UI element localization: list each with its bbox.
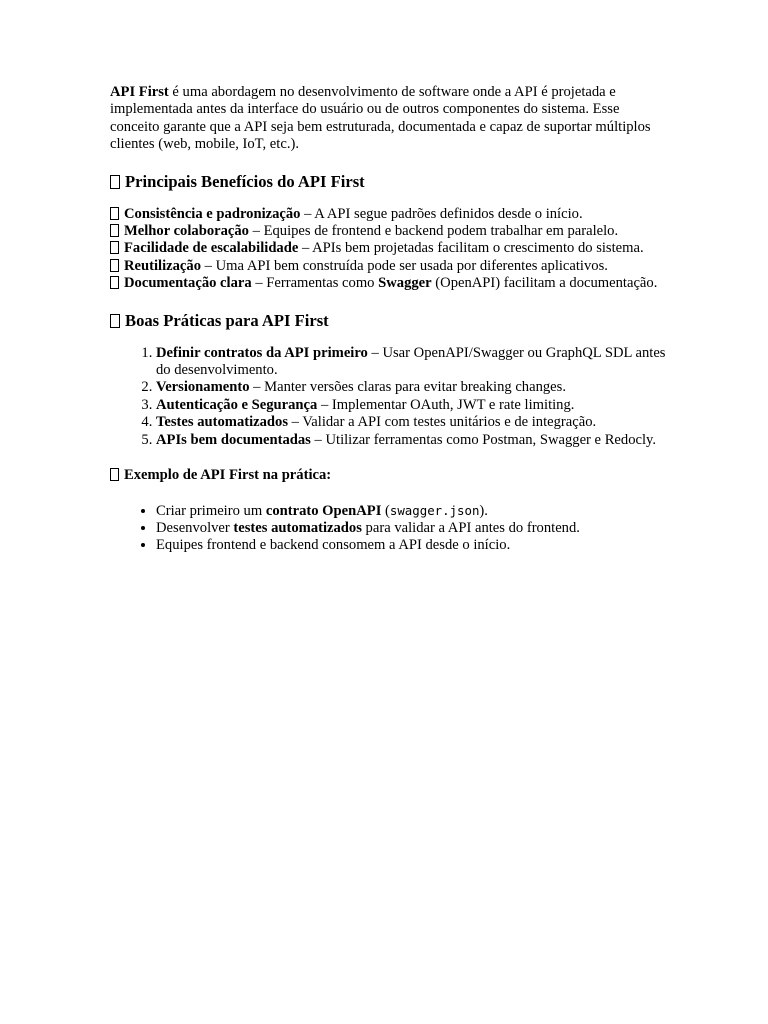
benefit-term: Melhor colaboração bbox=[124, 223, 249, 240]
practice-term: Testes automatizados bbox=[156, 414, 289, 431]
document-page bbox=[110, 84, 670, 555]
benefit-term: Reutilização bbox=[124, 257, 202, 274]
benefit-text: – Uma API bem construída pode ser usada por diferentes aplicativos. bbox=[201, 257, 608, 274]
benefit-term: Swagger bbox=[378, 275, 432, 292]
practice-term: APIs bem documentadas bbox=[156, 431, 311, 448]
practices-list bbox=[110, 345, 670, 449]
benefit-item bbox=[110, 258, 670, 275]
intro-paragraph bbox=[110, 84, 670, 154]
benefit-text: – Ferramentas como bbox=[251, 275, 379, 292]
example-heading bbox=[110, 467, 670, 484]
practices-title: Boas Práticas para API First bbox=[125, 310, 329, 330]
benefit-term: Consistência e padronização bbox=[124, 205, 301, 222]
benefits-title: Principais Benefícios do API First bbox=[125, 171, 365, 191]
practices-heading bbox=[110, 311, 670, 331]
practice-item bbox=[156, 345, 670, 380]
practice-text: – Manter versões claras para evitar breaking changes. bbox=[249, 379, 566, 396]
missing-glyph-icon bbox=[110, 224, 119, 237]
missing-glyph-icon bbox=[110, 175, 120, 189]
missing-glyph-icon bbox=[110, 468, 119, 481]
practice-item bbox=[156, 379, 670, 396]
practice-text: – Implementar OAuth, JWT e rate limiting. bbox=[317, 396, 575, 413]
benefit-item bbox=[110, 206, 670, 223]
practice-item bbox=[156, 432, 670, 449]
practice-text: – Usar OpenAPI/Swagger ou GraphQL SDL antes do desenvolvimento. bbox=[156, 344, 666, 379]
example-text: Criar primeiro um bbox=[156, 502, 266, 519]
example-term: testes automatizados bbox=[233, 519, 362, 536]
practice-text: – Validar a API com testes unitários e de integração. bbox=[288, 414, 597, 431]
example-term: contrato OpenAPI bbox=[265, 502, 382, 519]
example-list bbox=[110, 502, 670, 555]
practice-term: Definir contratos da API primeiro bbox=[156, 344, 368, 361]
practice-item bbox=[156, 414, 670, 431]
practice-item bbox=[156, 397, 670, 414]
benefit-item bbox=[110, 275, 670, 292]
missing-glyph-icon bbox=[110, 276, 119, 289]
benefit-text: (OpenAPI) facilitam a documentação. bbox=[431, 275, 658, 292]
missing-glyph-icon bbox=[110, 314, 120, 328]
practice-term: Autenticação e Segurança bbox=[156, 396, 318, 413]
benefit-item bbox=[110, 223, 670, 240]
benefit-term: Documentação clara bbox=[124, 275, 252, 292]
example-item bbox=[156, 502, 670, 520]
example-item bbox=[156, 537, 670, 554]
example-text: ). bbox=[479, 502, 488, 519]
example-code: swagger.json bbox=[389, 502, 480, 518]
benefit-item bbox=[110, 240, 670, 257]
example-item bbox=[156, 520, 670, 537]
intro-text: é uma abordagem no desenvolvimento de software onde a API é projetada e implementada antes da interface do usuário ou de outros componentes do sistema. Esse conceito garante que a API seja bem estruturada, documentada e capaz de suportar múltiplos clientes (web, mobile, IoT, etc.). bbox=[110, 84, 651, 153]
example-text: Equipes frontend e backend consomem a API desde o início. bbox=[156, 537, 511, 554]
practice-text: – Utilizar ferramentas como Postman, Swagger e Redocly. bbox=[310, 431, 657, 448]
missing-glyph-icon bbox=[110, 241, 119, 254]
benefits-list bbox=[110, 206, 670, 293]
missing-glyph-icon bbox=[110, 259, 119, 272]
example-text: ( bbox=[381, 502, 390, 519]
benefits-heading bbox=[110, 172, 670, 192]
intro-term: API First bbox=[110, 84, 169, 100]
benefit-text: – Equipes de frontend e backend podem trabalhar em paralelo. bbox=[248, 223, 619, 240]
example-title: Exemplo de API First na prática: bbox=[124, 467, 332, 484]
practice-term: Versionamento bbox=[156, 379, 250, 396]
example-text: Desenvolver bbox=[156, 519, 234, 536]
benefit-term: Facilidade de escalabilidade bbox=[124, 240, 299, 257]
example-text: para validar a API antes do frontend. bbox=[361, 519, 580, 536]
benefit-text: – A API segue padrões definidos desde o início. bbox=[300, 205, 583, 222]
missing-glyph-icon bbox=[110, 207, 119, 220]
benefit-text: – APIs bem projetadas facilitam o crescimento do sistema. bbox=[298, 240, 644, 257]
